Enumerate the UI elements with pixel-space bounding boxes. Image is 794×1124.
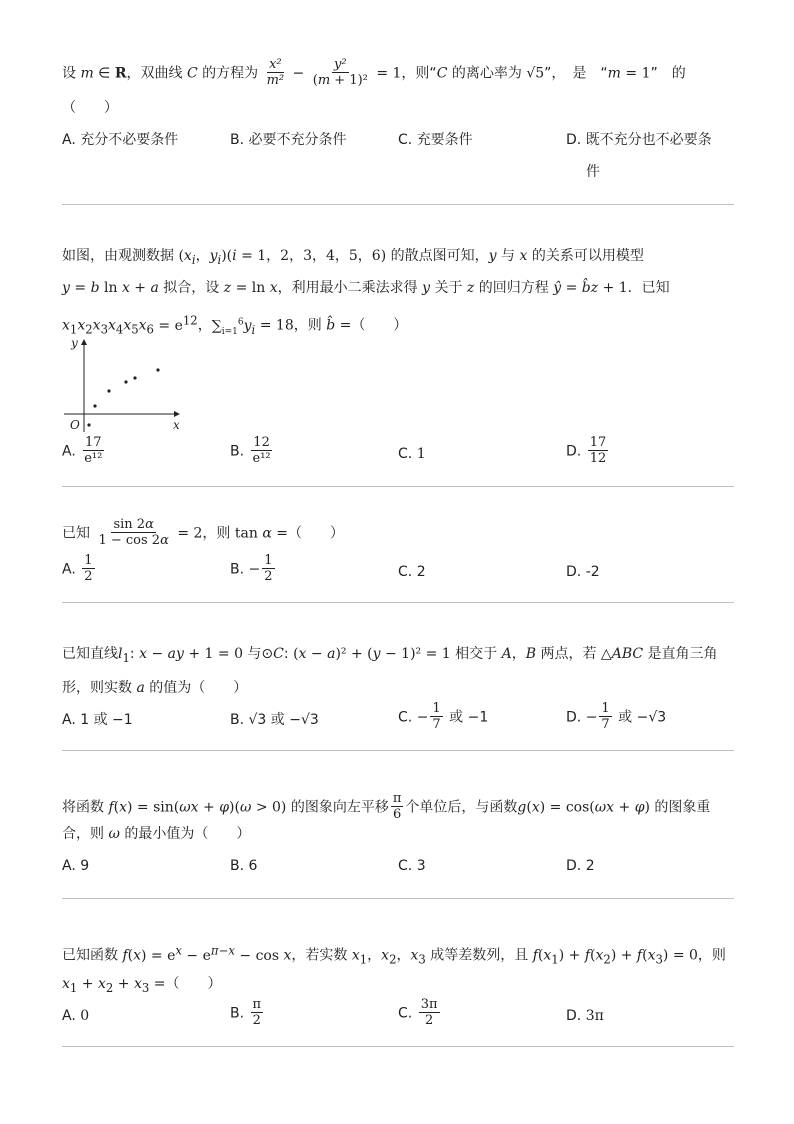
- option-key: A.: [62, 858, 76, 874]
- divider: [62, 750, 734, 751]
- question-6-stem-line-1: 已知函数 $f(x) = e^x - e^{\pi-x} - \cos x$，若实数 $x_1$，$x_2$，$x_3$ 成等差数列，且 $f(x_1) + f(x_2) + f(x_3) = 0$，则: [62, 943, 726, 967]
- question-1-stem-line-1: 设 m ∈ R，双曲线 C 的方程为 $\frac{\text{x²}}{\text{m²}}$ − $\frac{\text{y²}}{\text{(m + 1)²}}$ = 1，则“C 的离心率为 √5”， 是 “m = 1” 的: [62, 57, 686, 88]
- data-point: [156, 368, 159, 371]
- question-3-stem-line-1: 已知 $\frac{\sin 2\alpha}{1 - \cos 2\alpha}$ = 2，则 tan α =（ ）: [62, 517, 344, 548]
- option-key: B.: [230, 1005, 245, 1022]
- question-2-stem-line-1: 如图，由观测数据 ($x_i$，$y_i)(i = 1$，2，3，4，5，6) 的散点图可知，y 与 x 的关系可以用模型: [62, 248, 644, 267]
- option-key: D.: [566, 858, 582, 874]
- option-a: [62, 130, 178, 150]
- option-c: [398, 562, 426, 582]
- question-2-stem-line-3: $x_1x_2x_3x_4x_5x_6 = e^{12}$，$\sum_{i=1}^6y_i = 18$，则 b̂ =（ ）: [62, 313, 408, 337]
- option-key: D.: [566, 564, 582, 580]
- option-a: [62, 856, 89, 876]
- option-key: C.: [398, 132, 413, 148]
- divider: [62, 898, 734, 899]
- option-text: 充分不必要条件: [80, 132, 179, 148]
- option-key: C.: [398, 1005, 413, 1022]
- option-a: A. $\frac{17}{\text{e¹²}}$: [62, 435, 103, 466]
- option-d: [566, 1006, 604, 1026]
- option-c: C. $\frac{3\pi}{2}$: [398, 997, 438, 1028]
- option-key: C.: [398, 858, 413, 874]
- option-text: 必要不充分条件: [248, 132, 347, 148]
- option-key: B.: [230, 712, 245, 728]
- option-c: C. − $\frac{1}{7}$ 或 −1: [398, 701, 489, 732]
- option-text: 9: [80, 858, 90, 874]
- divider: [62, 204, 734, 205]
- scatter-plot: [62, 336, 192, 436]
- option-d: D. − $\frac{1}{7}$ 或 −√3: [566, 701, 667, 732]
- x-axis-label: x: [173, 418, 180, 432]
- x-axis-arrow: [174, 411, 180, 417]
- option-text: 6: [248, 858, 258, 874]
- question-4-stem-line-2: 形，则实数 a 的值为（ ）: [62, 680, 248, 696]
- option-a: [62, 1006, 89, 1026]
- option-key: D.: [566, 1008, 582, 1024]
- question-2-stem-line-2: y = b ln x + a 拟合，设 z = ln x，利用最小二乘法求得 y 关于 z 的回归方程 ŷ = b̂z + 1．已知: [62, 280, 670, 296]
- option-d-wrap: 件: [586, 164, 600, 180]
- option-text: 0: [80, 1008, 90, 1024]
- option-text: 2: [585, 858, 595, 874]
- option-key: D.: [566, 709, 582, 726]
- option-key: C.: [398, 564, 413, 580]
- data-point: [107, 389, 110, 392]
- question-1-stem-line-2: （ ）: [62, 100, 118, 116]
- option-key: B.: [230, 443, 245, 460]
- question-4-stem-line-1: 已知直线$l_1$: x − ay + 1 = 0 与⊙C: (x − a)² + (y − 1)² = 1 相交于 A，B 两点，若 △ABC 是直角三角: [62, 646, 718, 665]
- option-key: D.: [566, 443, 582, 460]
- divider: [62, 602, 734, 603]
- option-text: 1 或 −1: [80, 712, 133, 728]
- question-5-stem-line-1: 将函数 f(x) = sin(ωx + φ)(ω > 0) 的图象向左平移 $\frac{\pi}{6}$ 个单位后，与函数g(x) = cos(ωx + φ) 的图象重: [62, 791, 711, 822]
- option-key: D.: [566, 132, 582, 148]
- option-d: [566, 856, 595, 876]
- option-key: B.: [230, 561, 245, 578]
- option-text: 3π: [585, 1008, 604, 1024]
- option-c: [398, 130, 473, 150]
- y-axis-arrow: [81, 339, 87, 345]
- option-key: A.: [62, 132, 76, 148]
- option-b: B. − $\frac{1}{2}$: [230, 553, 273, 584]
- data-point: [93, 404, 96, 407]
- data-point: [133, 376, 136, 379]
- option-key: C.: [398, 709, 413, 726]
- option-text: 2: [416, 564, 426, 580]
- option-key: A.: [62, 712, 76, 728]
- data-point: [124, 380, 127, 383]
- option-key: A.: [62, 561, 76, 578]
- question-5-stem-line-2: 合，则 ω 的最小值为（ ）: [62, 826, 251, 842]
- option-c: [398, 856, 426, 876]
- y-axis-label: y: [71, 336, 78, 350]
- option-d: [566, 130, 712, 150]
- option-b: [230, 710, 319, 730]
- option-key: B.: [230, 132, 245, 148]
- data-point: [87, 423, 90, 426]
- option-text: 1: [416, 446, 426, 462]
- origin-label: O: [70, 418, 80, 432]
- option-a: [62, 710, 133, 730]
- option-d: D. $\frac{17}{12}$: [566, 435, 607, 466]
- option-key: A.: [62, 1008, 76, 1024]
- option-key: B.: [230, 858, 245, 874]
- option-b: [230, 130, 347, 150]
- option-text: 既不充分也不必要条: [585, 132, 712, 148]
- question-6-stem-line-2: $x_1 + x_2 + x_3$ =（ ）: [62, 976, 222, 995]
- option-c: [398, 444, 426, 464]
- option-d: [566, 562, 600, 582]
- option-key: C.: [398, 446, 413, 462]
- option-text: √3 或 −√3: [248, 712, 319, 728]
- option-text: 3: [416, 858, 426, 874]
- option-text: 充要条件: [416, 132, 473, 148]
- option-b: [230, 856, 257, 876]
- option-a: A. $\frac{1}{2}$: [62, 553, 93, 584]
- option-b: B. $\frac{\pi}{2}$: [230, 997, 262, 1028]
- option-b: B. $\frac{12}{\text{e¹²}}$: [230, 435, 271, 466]
- option-text: -2: [585, 564, 600, 580]
- option-key: A.: [62, 443, 76, 460]
- divider: [62, 486, 734, 487]
- divider: [62, 1046, 734, 1047]
